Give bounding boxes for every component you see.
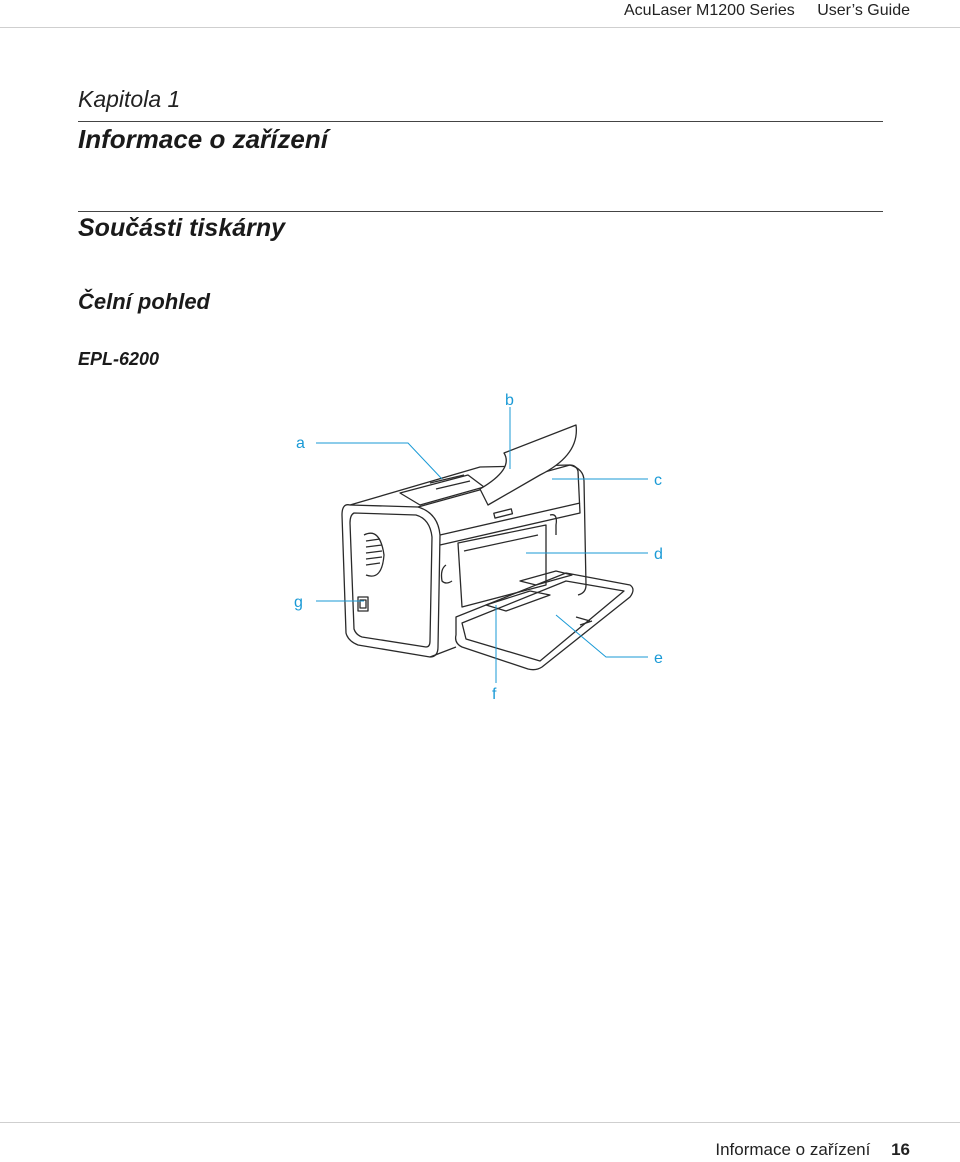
page-footer [715, 1140, 910, 1160]
header-product: AcuLaser M1200 Series [624, 2, 795, 19]
callout-label-g: g [294, 594, 303, 611]
callout-leaders [316, 407, 648, 683]
header-divider [0, 27, 960, 28]
callout-label-d: d [654, 546, 663, 563]
printer-illustration [280, 385, 700, 705]
model-title: EPL-6200 [78, 349, 160, 369]
callout-label-b: b [505, 392, 514, 409]
subsection-title: Čelní pohled [78, 289, 210, 314]
footer-chapter: Informace o zařízení [715, 1140, 871, 1159]
callout-label-f: f [492, 686, 497, 703]
section-divider [78, 211, 883, 212]
chapter-title: Informace o zařízení [78, 124, 328, 154]
chapter-label: Kapitola 1 [78, 86, 181, 112]
header-guide: User’s Guide [817, 2, 910, 19]
callout-label-e: e [654, 650, 663, 667]
footer-divider [0, 1122, 960, 1123]
callout-label-c: c [654, 472, 662, 489]
vent-grille [364, 533, 384, 576]
callout-label-a: a [296, 435, 305, 452]
section-title: Součásti tiskárny [78, 214, 286, 242]
page-header [624, 0, 910, 22]
printer-drawing [342, 425, 633, 670]
page-number: 16 [891, 1140, 910, 1159]
chapter-divider [78, 121, 883, 122]
